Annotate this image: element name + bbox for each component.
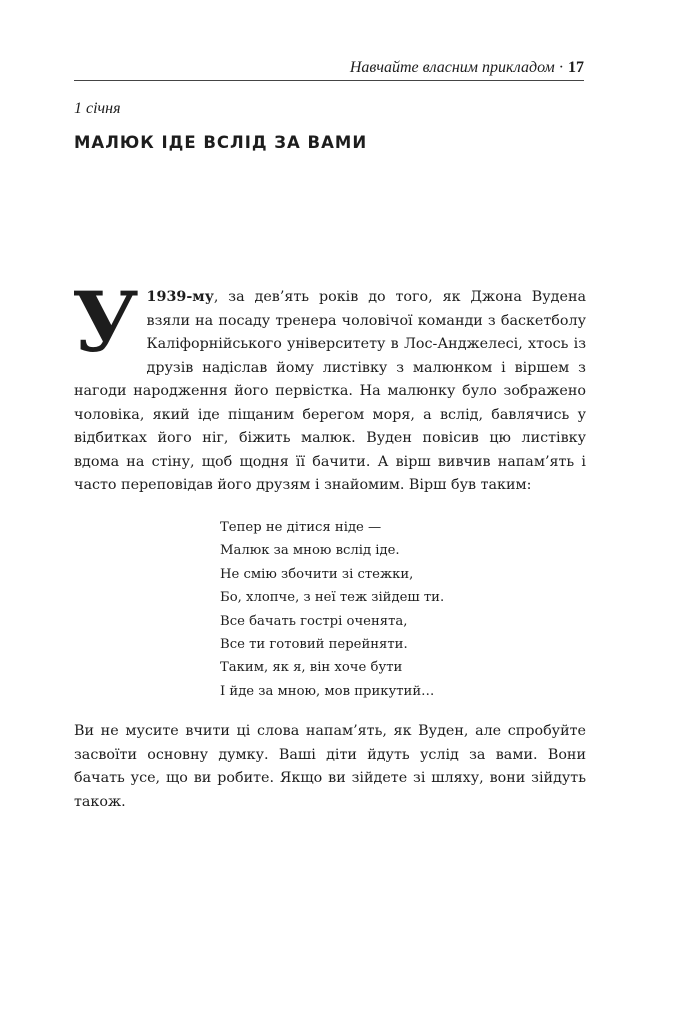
poem-line: Тепер не дітися ніде — <box>220 520 382 535</box>
lead-year: 1939-му <box>146 289 214 305</box>
header-divider <box>74 80 584 81</box>
poem <box>220 516 444 703</box>
poem-line: І йде за мною, мов прикутий… <box>220 683 435 699</box>
page-number: 17 <box>568 59 584 76</box>
entry-date: 1 січня <box>74 100 121 117</box>
poem-line: Не смію збочити зі стежки, <box>220 566 414 582</box>
header-separator: · <box>558 59 564 76</box>
poem-line: Все ти готовий перейняти. <box>220 637 408 653</box>
poem-line: Малюк за мною вслід іде. <box>220 543 400 559</box>
running-title: Навчайте власним прикладом <box>349 59 555 76</box>
poem-line: Таким, як я, він хоче бути <box>220 660 403 676</box>
poem-line: Бо, хлопче, з неї теж зійдеш ти. <box>220 590 445 606</box>
paragraph-2: Ви не мусите вчити ці слова напам’ять, як Вуден, але спробуйте засвоїти основну думку. Ваші діти йдуть услід за вами. Вони бачать усе, що ви робите. Якщо ви зійдете зі шляху, вони зійдуть також. <box>74 723 586 810</box>
paragraph-1 <box>72 275 586 498</box>
paragraph-1-text: , за дев’ять років до того, як Джона Вудена взяли на посаду тренера чоловічої команди з баскетболу Каліфорнійського університету в Лос-Анджелесі, хтось із друзів надіслав йому листівку з малюнком і віршем з нагоди народження його первістка. На малюнку було зображено чоловіка, який іде піщаним берегом моря, а вслід, бавлячись у відбитках його ніг, біжить малюк. Вуден повісив цю листівку вдома на стіну, щоб щодня її бачити. А вірш вивчив напам’ять і часто переповідав його друзям і знайомим. Вірш був таким: <box>74 289 586 493</box>
running-header <box>74 58 584 78</box>
drop-cap: У <box>72 275 139 371</box>
chapter-title: МАЛЮК ІДЕ ВСЛІД ЗА ВАМИ <box>74 133 368 152</box>
poem-line: Все бачать гострі оченята, <box>220 613 408 629</box>
